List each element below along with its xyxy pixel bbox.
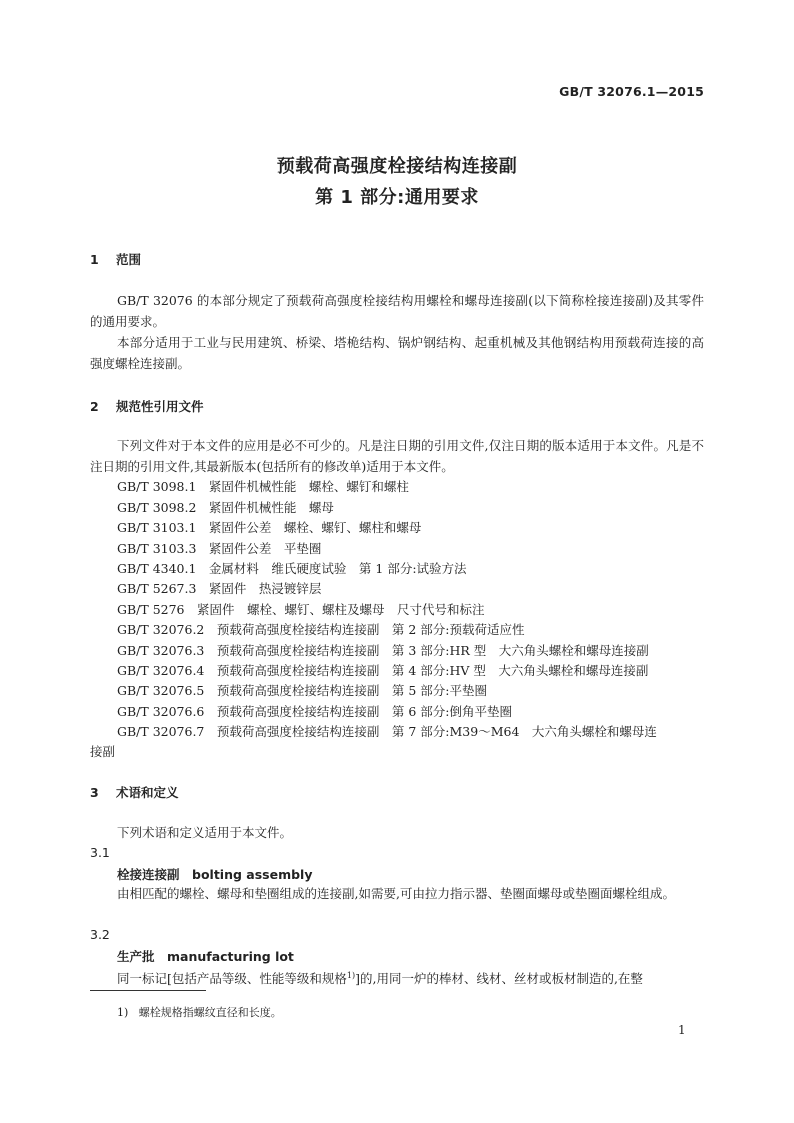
scope-paragraph-2: 本部分适用于工业与民用建筑、桥梁、塔桅结构、锅炉钢结构、起重机械及其他钢结构用预载荷连接的高强度螺栓连接副。 (90, 335, 704, 371)
footnote-mark: 1) (117, 1006, 129, 1019)
section-number: 1 (90, 252, 99, 267)
footnote-reference: 1) (346, 971, 356, 980)
reference-item: GB/T 5267.3 紧固件 热浸镀锌层 (117, 581, 322, 596)
section-title: 规范性引用文件 (116, 399, 204, 414)
reference-item: GB/T 32076.6 预载荷高强度栓接结构连接副 第 6 部分:倒角平垫圈 (117, 704, 512, 719)
reference-item: GB/T 32076.2 预载荷高强度栓接结构连接副 第 2 部分:预载荷适应性 (117, 622, 525, 637)
section-heading-normative-references (90, 397, 204, 415)
document-subtitle: 第 1 部分:通用要求 (315, 187, 479, 208)
section-title: 范围 (116, 252, 142, 267)
footnote-text: 螺栓规格指螺纹直径和长度。 (138, 1006, 282, 1019)
terms-intro: 下列术语和定义适用于本文件。 (117, 825, 293, 840)
section-number: 3 (90, 785, 99, 800)
reference-item: GB/T 4340.1 金属材料 维氏硬度试验 第 1 部分:试验方法 (117, 561, 467, 576)
reference-item: GB/T 32076.4 预载荷高强度栓接结构连接副 第 4 部分:HV 型 大六角头螺栓和螺母连接副 (117, 663, 649, 678)
term-definition (90, 965, 704, 989)
term-number: 3.2 (90, 927, 110, 942)
term-definition-text: 同一标记[包括产品等级、性能等级和规格 (117, 971, 347, 987)
section-heading-scope (90, 250, 141, 268)
term-definition: 由相匹配的螺栓、螺母和垫圈组成的连接副,如需要,可由拉力指示器、垫圈面螺母或垫圈面螺栓组成。 (117, 886, 675, 901)
reference-item: GB/T 32076.7 预载荷高强度栓接结构连接副 第 7 部分:M39～M64 大六角头螺栓和螺母连 (117, 724, 657, 739)
reference-item: GB/T 3098.2 紧固件机械性能 螺母 (117, 500, 334, 515)
reference-item: GB/T 3103.1 紧固件公差 螺栓、螺钉、螺柱和螺母 (117, 520, 422, 535)
standard-number: GB/T 32076.1—2015 (559, 84, 704, 99)
page-number: 1 (678, 1023, 686, 1037)
reference-item: GB/T 5276 紧固件 螺栓、螺钉、螺柱及螺母 尺寸代号和标注 (117, 602, 485, 617)
reference-item: GB/T 3098.1 紧固件机械性能 螺栓、螺钉和螺柱 (117, 479, 409, 494)
footnote-divider (90, 990, 206, 991)
section-title: 术语和定义 (116, 785, 179, 800)
term-name: 生产批 manufacturing lot (117, 949, 294, 964)
term-name: 栓接连接副 bolting assembly (117, 867, 313, 882)
document-title: 预载荷高强度栓接结构连接副 (276, 156, 518, 177)
reference-item: GB/T 32076.5 预载荷高强度栓接结构连接副 第 5 部分:平垫圈 (117, 683, 487, 698)
scope-paragraph-1: GB/T 32076 的本部分规定了预载荷高强度栓接结构用螺栓和螺母连接副(以下简称栓接连接副)及其零件的通用要求。 (90, 293, 704, 329)
reference-item: GB/T 3103.3 紧固件公差 平垫圈 (117, 541, 322, 556)
footnote (117, 1004, 282, 1020)
reference-item: GB/T 32076.3 预载荷高强度栓接结构连接副 第 3 部分:HR 型 大六角头螺栓和螺母连接副 (117, 643, 649, 658)
references-intro: 下列文件对于本文件的应用是必不可少的。凡是注日期的引用文件,仅注日期的版本适用于本文件。凡是不注日期的引用文件,其最新版本(包括所有的修改单)适用于本文件。 (90, 438, 704, 474)
section-number: 2 (90, 399, 99, 414)
reference-item-continuation: 接副 (90, 744, 116, 759)
term-number: 3.1 (90, 845, 110, 860)
section-heading-terms (90, 783, 179, 801)
term-definition-text: ]的,用同一炉的棒材、线材、丝材或板材制造的,在整 (355, 971, 643, 987)
